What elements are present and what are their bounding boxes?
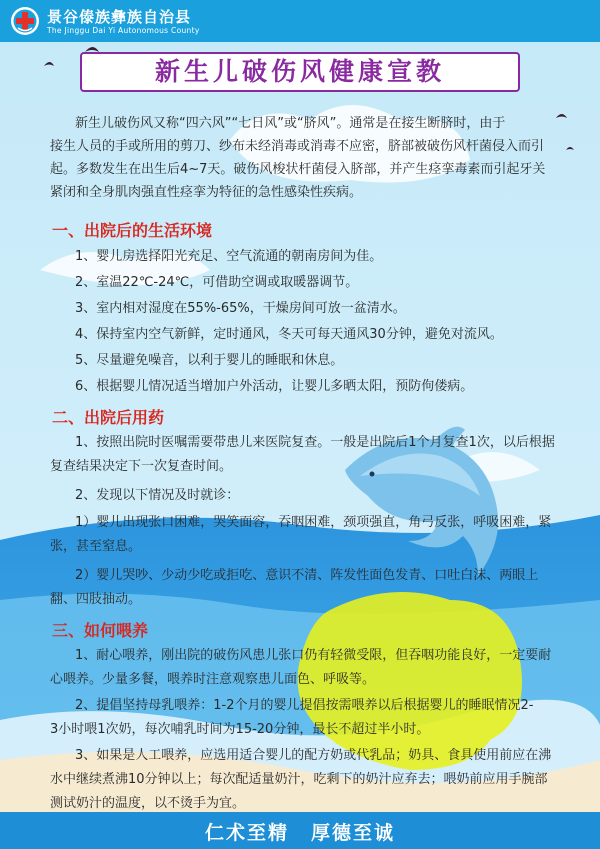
text-line: 2、提倡坚持母乳喂养：1-2个月的婴儿提倡按需喂养以后根据婴儿的睡眠情况2- bbox=[75, 698, 534, 713]
list-item: 2、室温22℃-24℃，可借助空调或取暖器调节。 bbox=[75, 275, 359, 290]
list-item: 4、保持室内空气新鲜，定时通风，冬天可每天通风30分钟，避免对流风。 bbox=[75, 327, 503, 342]
text-line: 复查结果决定下一次复查时间。 bbox=[50, 459, 233, 474]
intro-line: 紧闭和全身肌肉强直性痉挛为特征的急性感染性疾病。 bbox=[50, 185, 363, 200]
section-heading-feeding: 三、如何喂养 bbox=[52, 621, 149, 640]
hospital-logo-icon bbox=[10, 6, 40, 36]
intro-line: 起。多数发生在出生后4~7天。破伤风梭状杆菌侵入脐部，并产生痉挛毒素而引起牙关 bbox=[50, 162, 546, 177]
footer-motto bbox=[0, 818, 600, 845]
title-banner bbox=[80, 52, 520, 92]
text-line: 2、发现以下情况及时就诊： bbox=[75, 488, 240, 503]
intro-line: 接生人员的手或所用的剪刀、纱布未经消毒或消毒不应密，脐部被破伤风杆菌侵入而引 bbox=[50, 139, 545, 154]
text-line: 翻、四肢抽动。 bbox=[50, 592, 142, 607]
text-line: 测试奶汁的温度，以不烫手为宜。 bbox=[50, 796, 246, 811]
org-name: 景谷傣族彝族自治县 bbox=[47, 8, 192, 26]
text-line: 1）婴儿出现张口困难，哭笑面容，吞咽困难，颈项强直，角弓反张，呼吸困难，紧 bbox=[75, 515, 552, 530]
page-title: 新生儿破伤风健康宣教 bbox=[154, 57, 445, 86]
section-heading-environment: 一、出院后的生活环境 bbox=[52, 221, 213, 240]
text-line: 1、耐心喂养，刚出院的破伤风患儿张口仍有轻微受限，但吞咽功能良好，一定要耐 bbox=[75, 648, 552, 663]
section-heading-medication: 二、出院后用药 bbox=[52, 408, 165, 427]
list-item: 6、根据婴儿情况适当增加户外活动，让婴儿多晒太阳，预防佝偻病。 bbox=[75, 379, 474, 394]
text-line: 3小时喂1次奶，每次哺乳时间为15-20分钟，最长不超过半小时。 bbox=[50, 722, 430, 737]
text-line: 张，甚至窒息。 bbox=[50, 539, 142, 554]
text-line: 2）婴儿哭吵、少动少吃或拒吃、意识不清、阵发性面色发青、口吐白沫、两眼上 bbox=[75, 568, 539, 583]
list-item: 3、室内相对湿度在55%-65%，干燥房间可放一盆清水。 bbox=[75, 301, 406, 316]
text-line: 1、按照出院时医嘱需要带患儿来医院复查。一般是出院后1个月复查1次，以后根据 bbox=[75, 435, 555, 450]
list-item: 5、尽量避免噪音，以利于婴儿的睡眠和休息。 bbox=[75, 353, 344, 368]
org-subtitle: The Jinggu Dai Yi Autonomous County bbox=[47, 26, 200, 35]
intro-line: 新生儿破伤风又称“四六风”“七日风”或“脐风”。通常是在接生断脐时，由于 bbox=[75, 116, 506, 131]
text-line: 心喂养。少量多餐，喂养时注意观察患儿面色、呼吸等。 bbox=[50, 672, 376, 687]
text-line: 3、如果是人工喂养，应选用适合婴儿的配方奶或代乳品；奶具、食具使用前应在沸 bbox=[75, 748, 552, 763]
list-item: 1、婴儿房选择阳光充足、空气流通的朝南房间为佳。 bbox=[75, 249, 383, 264]
motto-left: 仁术至精 bbox=[204, 822, 289, 844]
header bbox=[0, 0, 600, 42]
text-line: 水中继续煮沸10分钟以上；每次配适量奶汁，吃剩下的奶汁应弃去；喂奶前应用手腕部 bbox=[50, 772, 548, 787]
motto-right: 厚德至诚 bbox=[311, 822, 396, 844]
